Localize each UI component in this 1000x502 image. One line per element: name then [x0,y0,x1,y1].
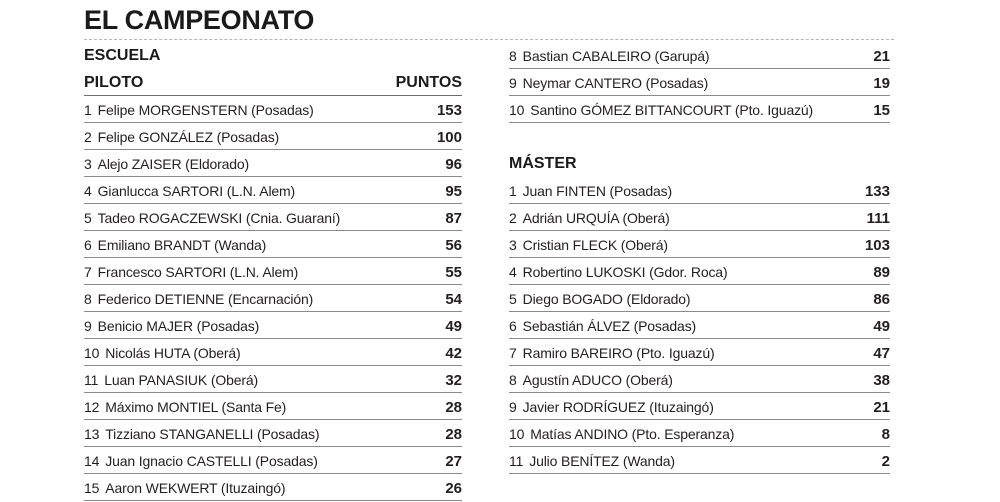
pilot-entry [84,208,340,226]
table-row [84,339,462,366]
pilot-name: Francesco SARTORI (L.N. Alem) [97,264,299,280]
pilot-name: Agustín ADUCO (Oberá) [522,372,673,388]
table-row [509,447,890,474]
table-row [509,42,890,69]
position-number: 5 [509,291,517,307]
escuela-rows-continued [509,42,890,123]
pilot-entry [509,424,734,442]
pilot-name: Robertino LUKOSKI (Gdor. Roca) [522,264,728,280]
pilot-name: Gianlucca SARTORI (L.N. Alem) [97,183,296,199]
pilot-name: Matías ANDINO (Pto. Esperanza) [530,426,735,442]
pilot-name: Adrián URQUÍA (Oberá) [522,210,670,226]
points-value: 2 [881,452,890,470]
position-number: 1 [84,102,92,118]
points-value: 26 [445,479,462,497]
points-value: 86 [873,290,890,308]
position-number: 7 [84,264,92,280]
pilot-entry [509,289,690,307]
table-row [84,258,462,285]
points-value: 15 [873,101,890,119]
pilot-name: Javier RODRÍGUEZ (Ituzaingó) [522,399,714,415]
pilot-entry [509,316,696,334]
position-number: 11 [509,453,524,469]
position-number: 3 [509,237,517,253]
pilot-name: Federico DETIENNE (Encarnación) [97,291,314,307]
table-row [84,393,462,420]
pilot-name: Benicio MAJER (Posadas) [97,318,260,334]
pilot-entry [84,316,259,334]
pilot-name: Nicolás HUTA (Oberá) [105,345,241,361]
table-row [84,285,462,312]
position-number: 1 [509,183,517,199]
position-number: 11 [84,372,99,388]
pilot-name: Tizziano STANGANELLI (Posadas) [105,426,320,442]
pilot-entry [509,262,727,280]
table-row [509,393,890,420]
pilot-name: Cristian FLECK (Oberá) [522,237,668,253]
table-row [84,96,462,123]
pilot-name: Emiliano BRANDT (Wanda) [97,237,267,253]
position-number: 3 [84,156,92,172]
pilot-name: Aaron WEKWERT (Ituzaingó) [105,480,286,496]
pilot-entry [84,100,314,118]
table-row [84,420,462,447]
table-row [509,69,890,96]
master-rows [509,177,890,474]
escuela-rows [84,96,462,501]
position-number: 6 [509,318,517,334]
pilot-name: Santino GÓMEZ BITTANCOURT (Pto. Iguazú) [530,102,814,118]
position-number: 14 [84,453,100,469]
pilot-entry [509,343,715,361]
points-value: 21 [873,47,890,65]
table-row [509,96,890,123]
pilot-entry [84,154,249,172]
position-number: 4 [84,183,92,199]
points-value: 103 [864,236,890,254]
points-value: 19 [873,74,890,92]
pilot-entry [509,235,668,253]
pilot-entry [509,100,813,118]
points-value: 8 [881,425,890,443]
table-row [509,366,890,393]
pilot-name: Neymar CANTERO (Posadas) [522,75,709,91]
table-row [509,312,890,339]
position-number: 9 [84,318,92,334]
pilot-entry [84,397,286,415]
position-number: 7 [509,345,517,361]
position-number: 4 [509,264,517,280]
pilot-name: Felipe GONZÁLEZ (Posadas) [97,129,280,145]
points-value: 54 [445,290,462,308]
position-number: 15 [84,480,100,496]
position-number: 9 [509,399,517,415]
position-number: 12 [84,399,100,415]
pilot-entry [84,127,279,145]
points-value: 87 [445,209,462,227]
table-row [84,123,462,150]
position-number: 8 [509,48,517,64]
pilot-entry [509,46,709,64]
points-value: 28 [445,398,462,416]
pilot-entry [509,451,675,469]
table-row [84,447,462,474]
table-row [84,366,462,393]
pilot-entry [84,289,313,307]
pilot-entry [84,343,241,361]
escuela-table-header [84,69,462,96]
table-row [509,204,890,231]
points-value: 28 [445,425,462,443]
table-row [509,420,890,447]
pilot-name: Juan Ignacio CASTELLI (Posadas) [105,453,318,469]
points-value: 111 [866,209,890,227]
master-section-title: MÁSTER [509,155,577,172]
pilot-name: Diego BOGADO (Eldorado) [522,291,691,307]
pilot-entry [509,370,673,388]
position-number: 13 [84,426,100,442]
points-value: 96 [445,155,462,173]
points-value: 100 [436,128,462,146]
points-value: 21 [873,398,890,416]
page-title: EL CAMPEONATO [84,5,315,35]
pilot-entry [509,397,714,415]
pilot-entry [509,181,672,199]
table-row [509,339,890,366]
position-number: 10 [509,102,525,118]
points-value: 49 [445,317,462,335]
points-value: 42 [445,344,462,362]
pilot-name: Bastian CABALEIRO (Garupá) [522,48,710,64]
pilot-name: Juan FINTEN (Posadas) [522,183,672,199]
table-row [84,150,462,177]
pilot-name: Sebastián ÁLVEZ (Posadas) [522,318,697,334]
table-row [84,312,462,339]
table-row [509,177,890,204]
points-value: 32 [445,371,462,389]
pilot-entry [84,424,319,442]
pilot-entry [509,208,670,226]
position-number: 6 [84,237,92,253]
table-row [509,285,890,312]
pilot-name: Luan PANASIUK (Oberá) [104,372,259,388]
pilot-entry [84,451,318,469]
points-value: 38 [873,371,890,389]
table-row [84,177,462,204]
position-number: 9 [509,75,517,91]
pilot-entry [84,181,295,199]
points-value: 47 [873,344,890,362]
points-value: 55 [445,263,462,281]
title-divider [84,39,894,40]
pilot-name: Ramiro BAREIRO (Pto. Iguazú) [522,345,715,361]
escuela-section-title: ESCUELA [84,47,161,64]
position-number: 8 [84,291,92,307]
table-row [509,258,890,285]
piloto-column-header: PILOTO [84,74,144,91]
pilot-name: Tadeo ROGACZEWSKI (Cnia. Guaraní) [97,210,341,226]
position-number: 8 [509,372,517,388]
points-value: 27 [445,452,462,470]
pilot-name: Máximo MONTIEL (Santa Fe) [105,399,287,415]
points-value: 89 [873,263,890,281]
pilot-entry [84,262,298,280]
table-row [84,231,462,258]
position-number: 10 [509,426,525,442]
puntos-column-header: PUNTOS [395,74,462,91]
pilot-entry [84,478,285,496]
position-number: 2 [84,129,92,145]
position-number: 2 [509,210,517,226]
pilot-name: Felipe MORGENSTERN (Posadas) [97,102,314,118]
points-value: 153 [436,101,462,119]
points-value: 49 [873,317,890,335]
pilot-name: Alejo ZAISER (Eldorado) [97,156,250,172]
table-row [84,204,462,231]
pilot-entry [84,370,258,388]
points-value: 133 [864,182,890,200]
pilot-entry [509,73,708,91]
table-row [84,474,462,501]
points-value: 56 [445,236,462,254]
position-number: 10 [84,345,100,361]
table-row [509,231,890,258]
pilot-entry [84,235,266,253]
pilot-name: Julio BENÍTEZ (Wanda) [529,453,675,469]
points-value: 95 [445,182,462,200]
position-number: 5 [84,210,92,226]
escuela-column [84,42,462,501]
right-column [509,42,890,474]
